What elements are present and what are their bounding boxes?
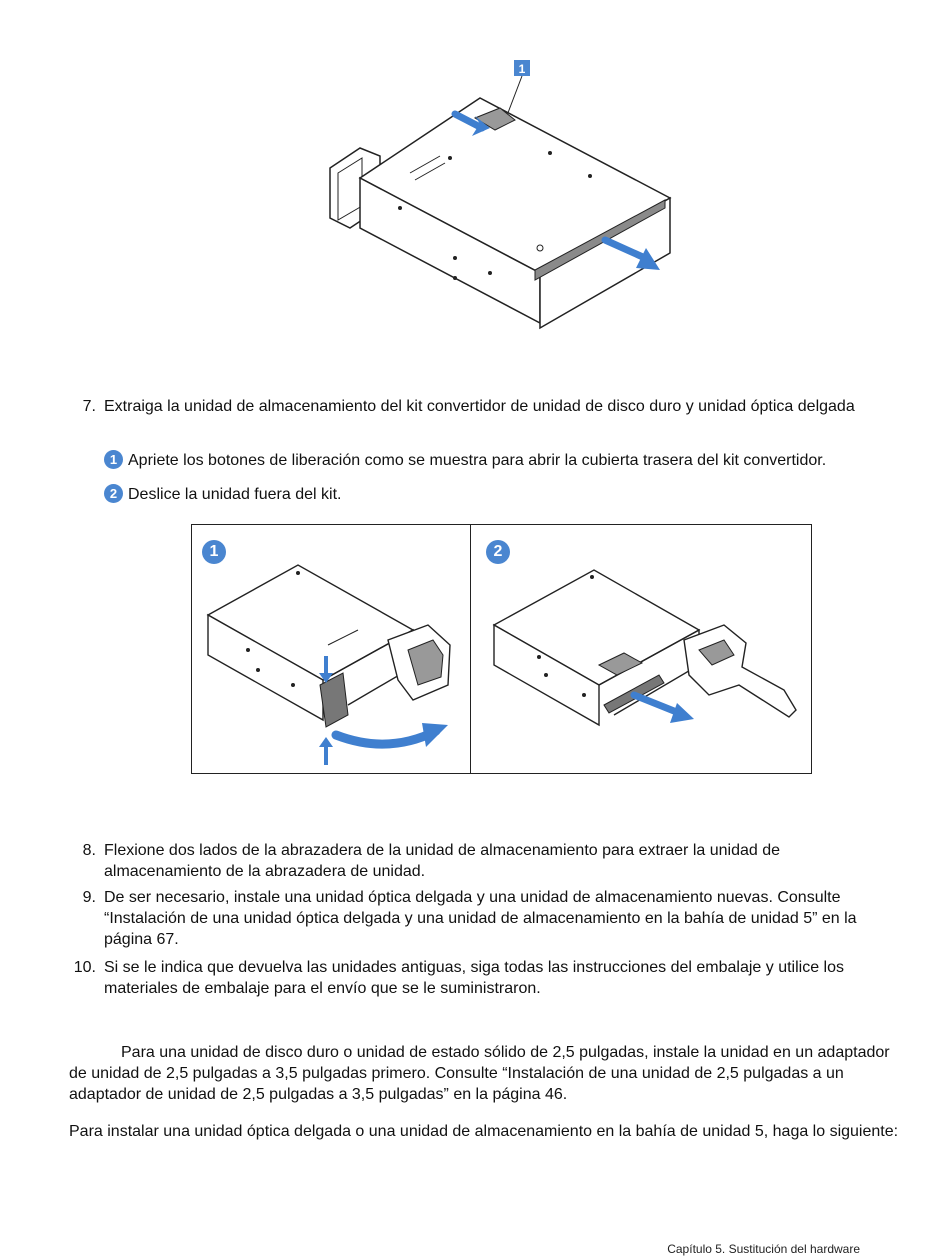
step-number: 7.	[82, 398, 96, 415]
step-9	[70, 887, 900, 951]
substep-2	[104, 484, 341, 506]
substep-badge: 1	[104, 450, 123, 469]
step-number: 9.	[82, 889, 96, 906]
panel-badge-left: 1	[202, 540, 226, 564]
open-rear-cover-illustration	[198, 555, 468, 770]
page-footer: Capítulo 5. Sustitución del hardware	[667, 1242, 860, 1256]
step-number: 8.	[82, 842, 96, 859]
step-text: Flexione dos lados de la abrazadera de la unidad de almacenamiento para extraer la unidad de almacenamiento de la abrazadera de unidad.	[104, 842, 781, 880]
paragraph-intro: Para una unidad de disco duro o unidad de estado sólido de 2,5 pulgadas, instale la unidad en un adaptador de unidad de 2,5 pulgadas a 3,5 pulgadas primero. Consulte “Instalación de una unidad de 2,5 pulgadas a un adaptador de unidad de 2,5 pulgadas a 3,5 pulgadas” en la página 46.	[69, 1044, 890, 1103]
substep-1	[104, 450, 826, 472]
substep-text: Deslice la unidad fuera del kit.	[128, 486, 342, 503]
converter-kit-illustration	[320, 58, 700, 338]
panel-badge-right: 2	[486, 540, 510, 564]
step-text: Extraiga la unidad de almacenamiento del kit convertidor de unidad de disco duro y unidad óptica delgada	[104, 398, 855, 415]
step-10	[70, 957, 900, 1001]
substep-badge: 2	[104, 484, 123, 503]
step-text: De ser necesario, instale una unidad óptica delgada y una unidad de almacenamiento nuevas. Consulte “Instalación de una unidad óptica delgada y una unidad de almacenamiento en la bahía de unidad 5” en la página 67.	[104, 889, 857, 948]
slide-drive-out-illustration	[484, 555, 809, 770]
step-7	[70, 396, 900, 440]
step-text: Si se le indica que devuelva las unidades antiguas, siga todas las instrucciones del embalaje y utilice los materiales de embalaje para el envío que se le suministraron.	[104, 959, 844, 997]
step-number: 10.	[73, 959, 96, 976]
panel-divider	[470, 525, 471, 773]
paragraph-instruction: Para instalar una unidad óptica delgada o una unidad de almacenamiento en la bahía de unidad 5, haga lo siguiente:	[69, 1123, 899, 1140]
substep-text: Apriete los botones de liberación como se muestra para abrir la cubierta trasera del kit convertidor.	[128, 452, 827, 469]
two-panel-figure	[191, 524, 812, 774]
callout-number: 1	[518, 62, 526, 76]
step-8	[70, 840, 900, 884]
